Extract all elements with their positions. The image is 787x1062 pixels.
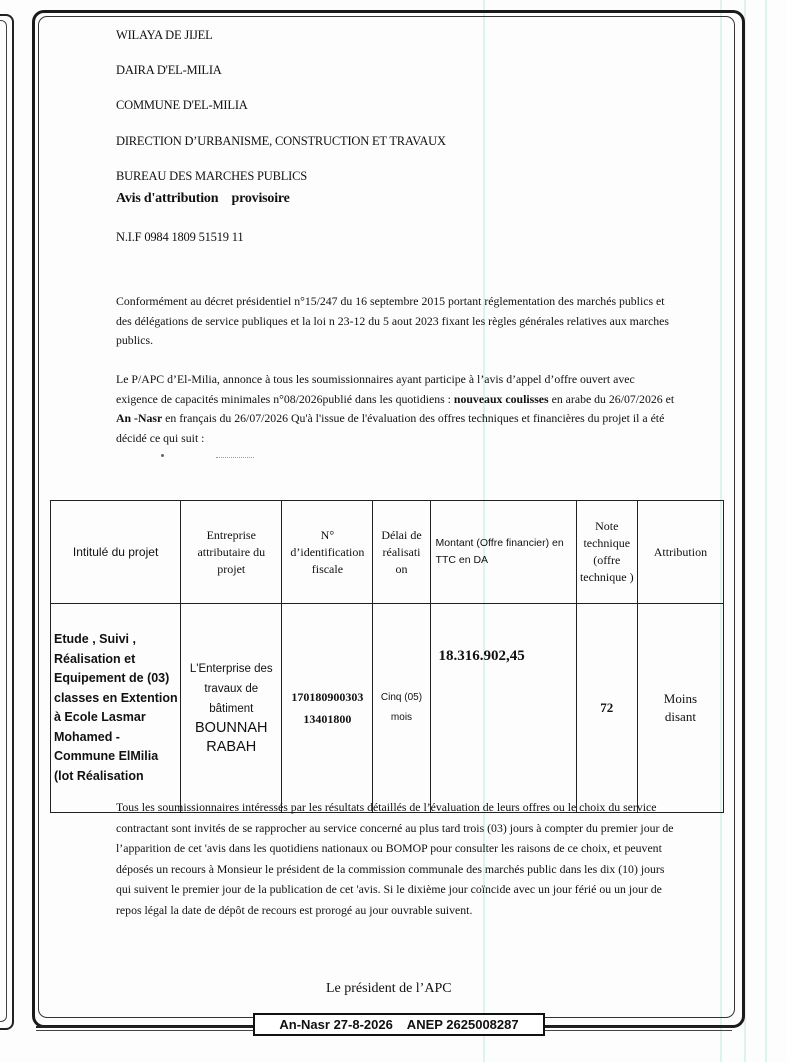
header-tax-id: N° d’identification fiscale (282, 501, 373, 604)
company-cell (181, 604, 282, 813)
attribution-line: Moins (663, 691, 698, 706)
company-owner: RABAH (206, 739, 257, 755)
signature-line: Le président de l’APC (326, 981, 452, 996)
publication-reference: An-Nasr 27-8-2026 ANEP 2625008287 (253, 1013, 545, 1036)
attribution-table (50, 500, 724, 813)
attribution-line: disant (664, 709, 696, 724)
company-line: bâtiment (209, 703, 254, 715)
announcement-paragraph (116, 370, 676, 448)
announcement-text: en français du 26/07/2026 Qu'à l'issue de l'évaluation des offres techniques et financières du projet il a été décidé ce qui suit : (116, 411, 665, 445)
tax-id-line: 170180900303 (291, 690, 364, 704)
project-title-cell: Etude , Suivi , Réalisation et Equipement de (03) classes en Extention à Ecole Lasmar Mohamed - Commune ElMilia (lot Réalisation (51, 604, 181, 813)
notice-title: Avis d'attribution provisoire (116, 191, 290, 206)
daira-line: DAIRA D'EL-MILIA (116, 63, 222, 77)
scan-mark (161, 454, 164, 457)
newspaper-arabic: nouveaux coulisses (453, 391, 549, 406)
newspaper-french: An -Nasr (116, 411, 163, 425)
announcement-text: en arabe du 26/07/2026 et (548, 391, 675, 406)
table-header-row (51, 501, 724, 604)
company-owner: BOUNNAH (195, 720, 268, 736)
commune-line: COMMUNE D'EL-MILIA (116, 98, 248, 112)
recourse-paragraph: Tous les soumissionnaires intéressés par les résultats détaillés de l’évaluation de leurs offres ou le choix du service contractant sont invités de se rapprocher au service concerné au plus tard trois (03) jours à compter du premier jour de l’apparition de cet 'avis dans les quotidiens nationaux ou BOMOP pour consulter les raisons de ce choix, et peuvent déposés un recours à Monsieur le président de la commission communale des marchés public dans les dix (10) jours qui suivent le premier jour de la publication de cet 'avis. Si le dixième jour coïncide avec un jour férié ou un jour de repos légal la date de dépôt de recours est prorogé au jour ouvrable suivent. (116, 800, 674, 917)
tax-id-line: 13401800 (303, 712, 352, 726)
delay-line: mois (390, 712, 413, 723)
delay-line: Cinq (05) (380, 692, 423, 703)
wilaya-line: WILAYA DE JIJEL (116, 28, 213, 42)
technical-score-cell: 72 (576, 604, 637, 813)
tax-id-cell (282, 604, 373, 813)
legal-basis-paragraph: Conformément au décret présidentiel n°15/247 du 16 septembre 2015 portant réglementation des marchés publics et des délégations de service publiques et la loi n 23-12 du 5 aout 2023 fixant les règles générales relatives aux marches publics. (116, 294, 669, 347)
bureau-line: BUREAU DES MARCHES PUBLICS (116, 169, 308, 183)
attribution-cell (637, 604, 723, 813)
direction-line: DIRECTION D’URBANISME, CONSTRUCTION ET TRAVAUX (116, 134, 446, 148)
header-attribution: Attribution (637, 501, 723, 604)
header-amount: Montant (Offre financier) en TTC en DA (430, 501, 576, 604)
left-page-border-inner (0, 20, 7, 1022)
scan-stripe (765, 0, 767, 1062)
company-line: travaux de (204, 683, 259, 695)
announcement-text: Le P/APC d’El-Milia, annonce à tous les soumissionnaires ayant participe à l’avis d’appel d’offre ouvert avec exigence de capacités minimales n°08/2026publié dans les quotidiens : (116, 372, 635, 406)
header-project: Intitulé du projet (51, 501, 181, 604)
company-line: L'Enterprise des (189, 663, 273, 675)
delay-cell (373, 604, 430, 813)
header-technical-score: Note technique (offre technique ) (576, 501, 637, 604)
header-delay: Délai de réalisati on (373, 501, 430, 604)
nif-line: N.I.F 0984 1809 51519 11 (116, 230, 244, 244)
table-row (51, 604, 724, 813)
amount-cell: 18.316.902,45 (430, 604, 576, 813)
header-company: Entreprise attributaire du projet (181, 501, 282, 604)
scan-scribble (216, 457, 254, 461)
